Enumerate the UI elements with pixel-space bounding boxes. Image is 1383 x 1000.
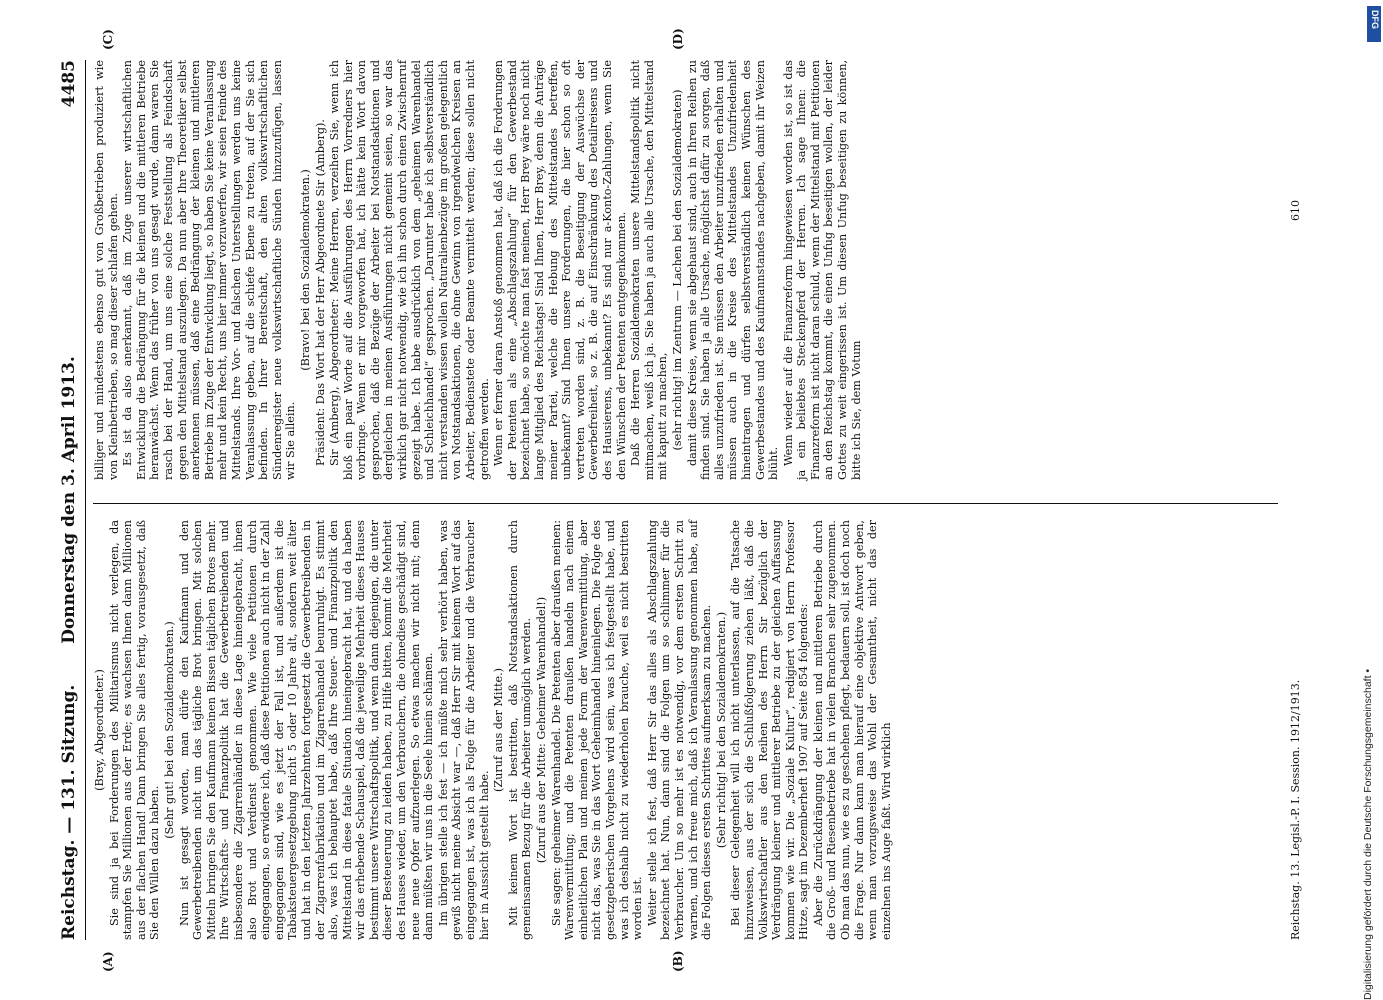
page-number: 4485 [59,60,79,108]
left-paragraph: Nun ist gesagt worden, man dürfe den Kaufmann und den Gewerbetreibenden nicht um das tägliche Brot bringen. Mit solchen Mitteln bringen Sie den Kaufmann keinen Bissen täglichen Brotes mehr. Ihre Wirtschafts- und Finanzpolitik hat die Gewerbetreibenden und insbesondere die Zigarrenhändler in diese Lage hineingebracht, ihnen also Brot und Verdienst genommen. Wie viele Petitionen durch eingegangen, so erwidere ich, daß diese Petitionen auch nicht in der Zahl eingegangen sind, wie es jetzt der Fall ist, und außerdem ist die Tabaksteuergesetzgebung nicht 5 oder 10 Jahre alt, sondern weit älter und hat in den letzten Jahrzehnten fortgesetzt die Gewerbetreibenden in der Zigarrenfabrikation und im Zigarrenhandel beunruhigt. Es stimmt also, was ich behauptet habe, daß Ihre Steuer- und Finanzpolitik den Mittelstand in diese fatale Situation hineingebracht hat, und da haben wir das erhebende Schauspiel, daß die jeweilige Mehrheit dieses Hauses bestimmt unsere Wirtschaftspolitik, und wenn dann diejenigen, die unter dieser Besteuerung zu leiden haben, zu Hilfe bitten, kommt die Mehrheit des Hauses wieder, um den Verbrauchern, die ohnedies geschädigt sind, neue neue Opfer aufzuerlegen. So etwas machen wir nicht mit; denn dann müßten wir uns in die Seele hinein schämen. [177,520,436,940]
header-left: Reichstag. — 131. Sitzung. [59,684,79,940]
right-paragraph: billiger und mindestens ebenso gut von Großbetrieben produziert wie von Kleinbetrieben, so mag dieser schlafen gehen. [93,60,120,480]
left-paragraph: (Sehr richtig! bei den Sozialdemokraten.) [714,611,728,849]
dfg-logo: DFG [1367,6,1381,42]
rotated-sheet [41,0,1341,1000]
margin-mark-b: (B) [671,950,685,972]
right-paragraph: Es ist da also anerkannt, daß im Zuge unserer wirtschaftlichen Entwicklung die Bedrängung für die kleinen und die mittleren Betriebe heranwächst. Wenn das früher von uns gesagt wurde, dann waren Sie rasch bei der Hand, um uns eine solche Feststellung als Feindschaft gegen den Mittelstand auszulegen. Da nun aber Ihre Theoretiker selbst anerkennen müssen, daß eine Bedrängung der kleinen und mittleren Betriebe im Zuge der Entwicklung liegt, so haben Sie keine Veranlassung mehr und kein Recht, uns hier immer vorzuwerfen, wir seien Feinde des Mittelstands. Ihre Vor- und falschen Unterstellungen werden uns keine Veranlassung geben, auf die schiefe Ebene zu treten, auf der Sie sich befinden. In Ihrer Bereitschaft, den alten volkswirtschaftlichen Sündenregister neue volkswirtschaftliche Sünden hinzuzufügen, lassen wir Sie allein. [121,60,298,480]
margin-mark-a: (A) [101,951,115,972]
right-paragraph: Präsident: Das Wort hat der Herr Abgeordnete Sir (Amberg). [313,119,327,466]
left-paragraph: Im übrigen stelle ich fest — ich müßte mich sehr verhört haben, was gewiß nicht meine Absicht war —, daß Herr Sir mit keinem Wort auf das eingegangen ist, was ich als Folge für die Arbeiter und die Verbraucher hier in Aussicht gestellt habe. [436,520,491,940]
margin-mark-d: (D) [671,28,685,50]
right-paragraph: (Bravo! bei den Sozialdemokraten.) [298,169,312,371]
left-paragraph: Aber die Zurückdrängung der kleinen und mittleren Betriebe durch die Groß- und Riesenbetriebe hat in vielen Branchen sehr zugenommen. Ob man das nun, wie es zu geschehen pflegt, bedauern soll, ist doch noch die Frage. Nur dann kann man hierauf eine objektive Antwort geben, wenn man vorzugsweise das Wohl der Gesamtheit, nicht das der einzelnen ins Auge faßt. Wird wirklich [811,520,893,940]
left-column [93,520,894,940]
running-header [57,60,86,940]
left-paragraph: (Zuruf aus der Mitte.) [492,667,506,793]
right-paragraph: (sehr richtig! im Zentrum — Lachen bei den Sozialdemokraten) [670,89,684,451]
left-paragraph: Sie sagen: geheimer Warenhandel. Die Petenten aber draußen meinen: Warenvermittlung; und die Petenten draußen handeln nach einem einheitlichen Plan und meinen jede Form der Warenvermittlung, aber nicht das, was Sie in das Wort Geheimhandel hineinlegen. Die Folge des gesetzgeberischen Vorgehens wird sein, was ich festgestellt habe, und was ich deshalb nicht zu wiederholen brauche, weil es nicht bestritten worden ist. [549,520,645,940]
left-paragraph: (Sehr gut! bei den Sozialdemokraten.) [162,621,176,839]
left-paragraph: (Brey, Abgeordneter.) [93,669,106,791]
left-paragraph: Mit keinem Wort ist bestritten, daß Notstandsaktionen durch gemeinsamen Bezug für die Arbeiter unmöglich werden. [506,520,534,940]
footer-signature: 610 [1289,200,1302,221]
right-paragraph: Daß die Herren Sozialdemokraten unsere Mittelstandspolitik nicht mitmachen, weiß ich ja. Sie haben ja auch alle Ursache, den Mittelstand mit kaputt zu machen, [629,60,670,480]
right-paragraph: Sir (Amberg), Abgeordneter: Meine Herren, verzeihen Sie, wenn ich bloß ein paar Worte auf die Ausführungen des Herrn Vorredners hier vorbringe. Wenn er mir vorgeworfen hat, ich hätte kein Wort davon gesprochen, daß die Bezüge der Arbeiter bei Notstandsaktionen und dergleichen in meinen Ausführungen nicht gemeint seien, so war das wirklich gar nicht notwendig, wie ich ihn schon durch einen Zwischenruf gezeigt habe. Ich habe ausdrücklich von dem „geheimen Warenhandel und Schleichhandel“ gesprochen. „Darunter habe ich selbstverständlich nicht verstanden wissen wollen Naturalienbezüge im großen gelegentlich von Notstandsaktionen, die ohne Gewinn von irgendwelchen Kreisen an Arbeiter, Bedienstete oder Beamte vermittelt werden; diese sollen nicht getroffen werden. [328,60,491,480]
left-paragraph: Bei dieser Gelegenheit will ich nicht unterlassen, auf die Tatsache hinzuweisen, aus der sich die Schlußfolgerung ziehen läßt, daß die Volkswirtschaftler aus den Reihen des Herrn Sir bezüglich der Verdrängung kleiner und mittlerer Betriebe zu der gleichen Auffassung kommen wie wir. Die „Soziale Kultur“, redigiert von Herrn Professor Hitze, sagt im Dezemberheft 1907 auf Seite 854 folgendes: [729,520,811,940]
digitization-note: Digitalisierung gefördert durch die Deutsche Forschungsgemeinschaft • [1362,668,1374,1000]
right-paragraph: damit diese Kreise, wenn sie abgehaust sind, auch in Ihren Reihen zu finden sind. Sie haben ja alle Ursache, möglichst dafür zu sorgen, daß alles unzufrieden ist. Sie müssen den Arbeiter unzufrieden erhalten und müssen auch in die Kreise des Mittelstandes Unzufriedenheit hineintragen und dürfen selbstverständlich keinen Wünschen des Gewerbestandes und des Kaufmannstandes nachgeben, damit ihr Weizen blüht. [685,60,781,480]
column-divider [93,503,1278,504]
left-paragraph: Sie sind ja bei Forderungen des Militarismus nicht verlegen, da stampfen Sie Millionen aus der Erde; es wachsen Ihnen dann Millionen aus der flachen Hand! Dann bringen Sie alles fertig, vorausgesetzt, daß Sie den Willen dazu haben. [107,520,162,940]
margin-mark-c: (C) [101,29,115,50]
right-paragraph: Wenn wieder auf die Finanzreform hingewiesen worden ist, so ist das ja ein beliebtes Steckenpferd der Herren. Ich sage Ihnen: die Finanzreform ist nicht daran schuld, wenn der Mittelstand mit Petitionen an den Reichstag kommt, die einen Unfug beseitigen wollen, der leider Gottes zu weit eingerissen ist. Um diesen Unfug beseitigen zu können, bitte ich Sie, dem Votum [781,60,863,480]
right-paragraph: Wenn er ferner daran Anstoß genommen hat, daß ich die Forderungen der Petenten als eine „Abschlagszahlung“ für den Gewerbestand bezeichnet habe, so möchte man fast meinen, Herr Brey wäre noch nicht lange Mitglied des Reichstags! Sind Ihnen, Herr Brey, denn die Anträge meiner Partei, welche die Hebung des Mittelstandes betreffen, unbekannt? Sind Ihnen unsere Forderungen, die hier schon so oft vertreten worden sind, z. B. die Beseitigung der Auswüchse der Gewerbefreiheit, so z. B. die auf Einschränkung des Detailreisens und des Hausierens, unbekannt? Es sind nur a-Konto-Zahlungen, wenn Sie den Wünschen der Petenten entgegenkommen. [492,60,628,480]
left-paragraph: (Zuruf aus der Mitte: Geheimer Warenhandel!) [535,596,548,864]
footer-session: Reichstag. 13. Legisl.-P. I. Session. 1912/1913. [1289,679,1302,940]
right-column [93,60,864,480]
left-paragraph: Weiter stelle ich fest, daß Herr Sir das alles als Abschlagszahlung bezeichnet hat. Nun, dann sind die Folgen um so schlimmer für die Verbraucher. Um so mehr ist es notwendig, vor dem ersten Schritt zu warnen, und ich freue mich, daß ich Veranlassung genommen habe, auf die Folgen dieses ersten Schrittes aufmerksam zu machen. [645,520,714,940]
page-footer [1289,60,1302,940]
header-date: Donnerstag den 3. April 1913. [59,356,79,644]
